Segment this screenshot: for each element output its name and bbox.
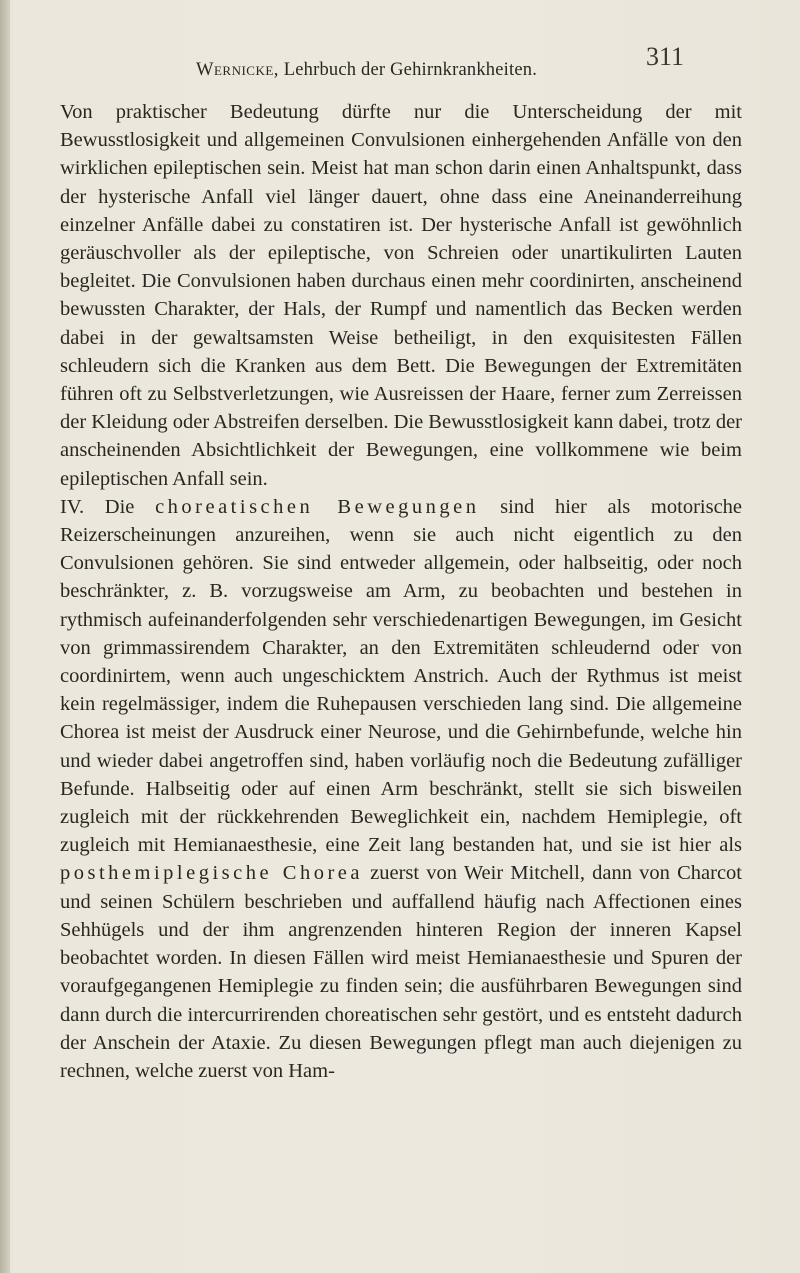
body-text [60,98,742,1085]
paragraph-2-part-b: zuerst von Weir Mitchell, dann von Charcot und seinen Schülern beschrieben und auffallend häufig nach Affectionen eines Sehhügels und der ihm angrenzenden hinteren Region der inneren Kapsel beobachtet worden. In diesen Fällen wird meist Hemianaesthesie und Spuren der voraufgegangenen Hemiplegie zu finden sein; die ausführbaren Bewegungen sind dann durch die intercurrirenden choreatischen sehr gestört, und es entsteht dadurch der Anschein der Ataxie. Zu diesen Bewegungen pflegt man auch diejenigen zu rechnen, welche zuerst von Ham- [60,862,743,1082]
header-author: Wernicke, [196,60,279,80]
spaced-term-posthemiplegic: posthemiplegische Chorea [60,862,363,885]
paragraph-2-part-a: sind hier als motorische Reizerscheinungen anzureihen, wenn sie auch nicht eigentlich zu den Convulsionen gehören. Sie sind entweder allgemein, oder halbseitig, oder noch beschränkter, z. B. vorzugsweise am Arm, zu beobachten und bestehen in rythmisch aufeinanderfolgenden sehr verschiedenartigen Bewegungen, im Gesicht von grimmassirendem Charakter, an den Extremitäten schleudernd oder von coordinirtem, wenn auch ungeschicktem Anstrich. Auch der Rythmus ist meist kein regelmässiger, indem die Ruhepausen verschieden lang sind. Die allgemeine Chorea ist meist der Ausdruck einer Neurose, und die Gehirnbefunde, welche hin und wieder dabei angetroffen sind, haben vorläufig noch die Bedeutung zufälliger Befunde. Halbseitig oder auf einen Arm beschränkt, stellt sie sich bisweilen zugleich mit der rückkehrenden Beweglichkeit ein, nachdem Hemiplegie, oft zugleich mit Hemianaesthesie, eine Zeit lang bestanden hat, und sie ist hier als [60,495,743,857]
running-header [196,60,676,81]
section-number: IV. Die [60,495,135,518]
spaced-term-choreatic: choreatischen Bewegungen [155,495,480,518]
page-number: 311 [646,42,685,71]
paragraph-2 [60,493,742,1085]
book-spine-shadow [0,0,10,1273]
paragraph-1: Von praktischer Bedeutung dürfte nur die Unterscheidung der mit Bewusstlosigkeit und allgemeinen Convulsionen einhergehenden Anfälle von den wirklichen epileptischen sein. Meist hat man schon darin einen Anhaltspunkt, dass der hysterische Anfall viel länger dauert, ohne dass eine Aneinanderreihung einzelner Anfälle dabei zu constatiren ist. Der hysterische Anfall ist gewöhnlich geräuschvoller als der epileptische, von Schreien oder unartikulirten Lauten begleitet. Die Convulsionen haben durchaus einen mehr coordinirten, anscheinend bewussten Charakter, der Hals, der Rumpf und namentlich das Becken werden dabei in der gewaltsamsten Weise betheiligt, in den exquisitesten Fällen schleudern sich die Kranken aus dem Bett. Die Bewegungen der Extremitäten führen oft zu Selbstverletzungen, wie Ausreissen der Haare, ferner zum Zerreissen der Kleidung oder Abstreifen derselben. Die Bewusstlosigkeit kann dabei, trotz der anscheinenden Absichtlichkeit der Bewegungen, eine vollkommene wie beim epileptischen Anfall sein. [60,101,743,490]
header-title: Lehrbuch der Gehirnkrankheiten. [283,60,538,80]
